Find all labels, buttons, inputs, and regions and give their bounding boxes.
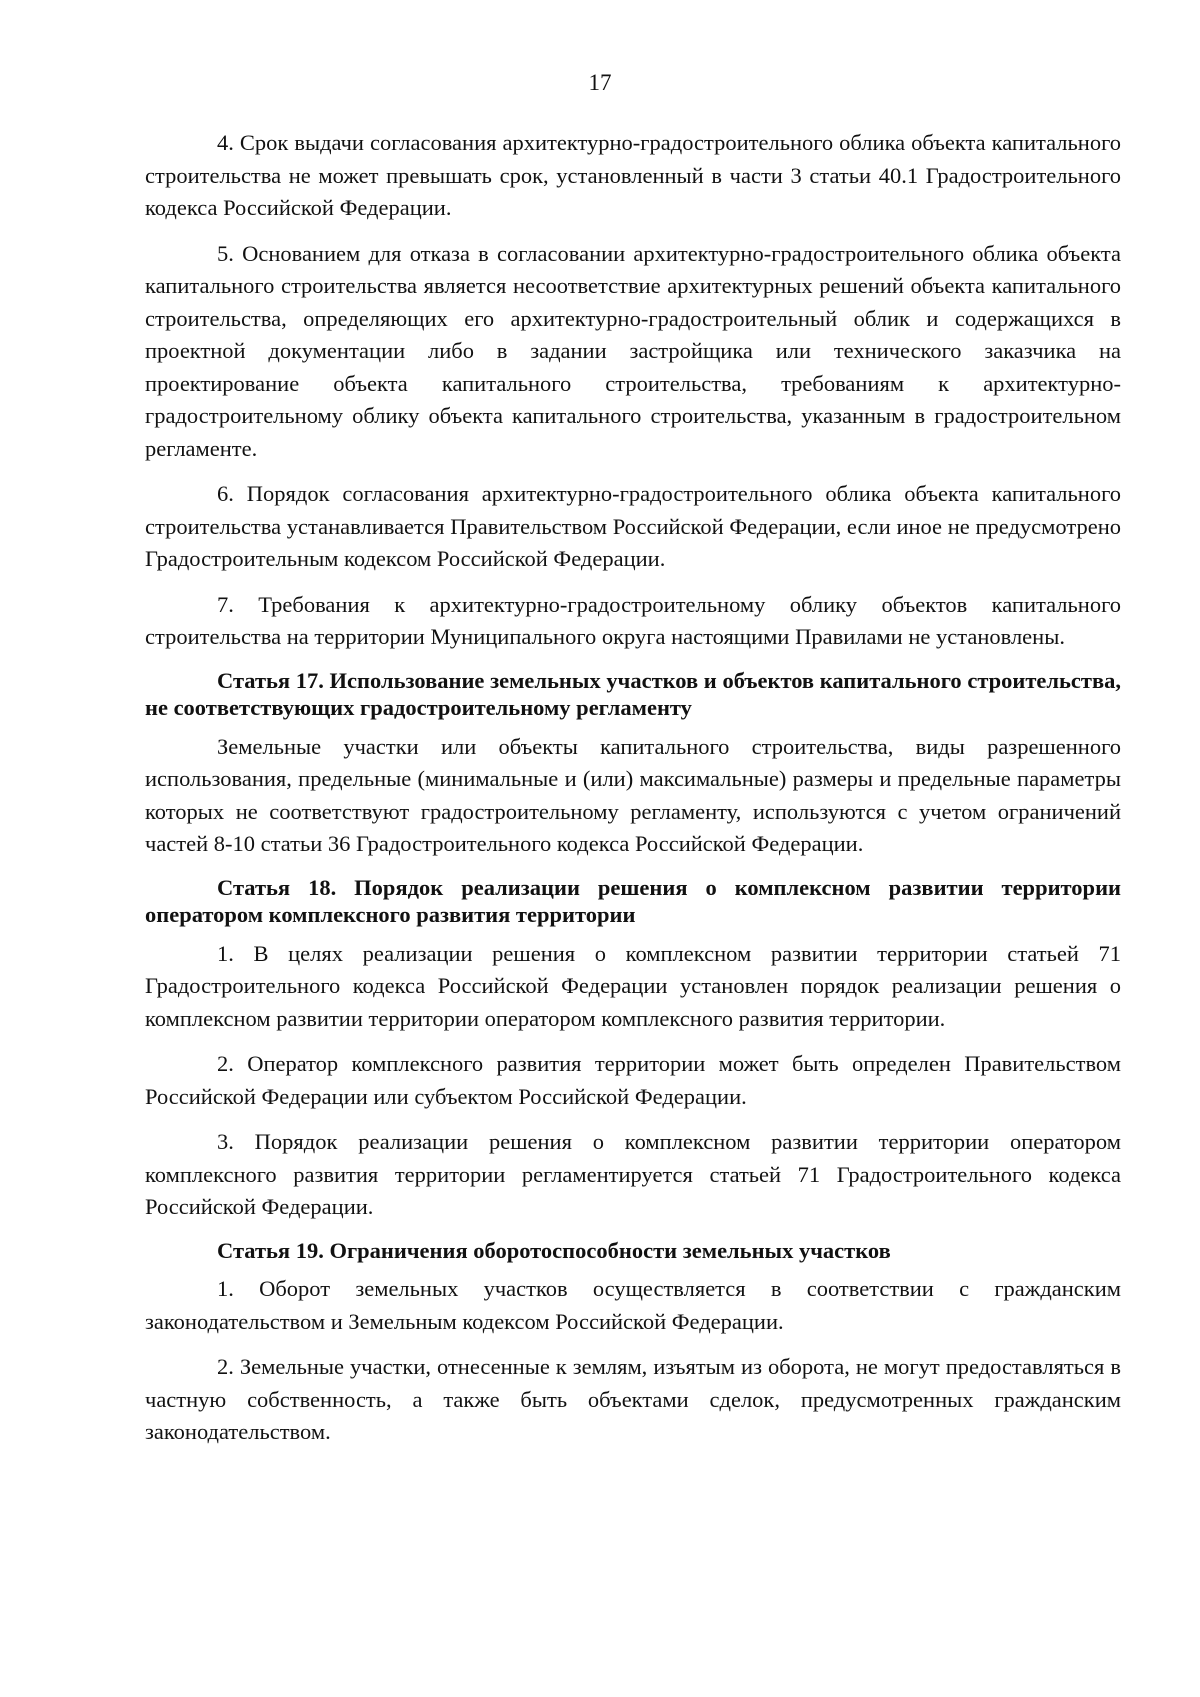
heading-article-19: Статья 19. Ограничения оборотоспособности земельных участков [217, 1237, 891, 1263]
paragraph-article17: Земельные участки или объекты капитального строительства, виды разрешенного использования, предельные (минимальные и (или) максимальные) размеры и предельные параметры которых не соответствуют градостроительному регламенту, используются с учетом ограничений частей 8-10 статьи 36 Градостроительного кодекса Российской Федерации. [145, 733, 1121, 856]
paragraph-article16-item7: 7. Требования к архитектурно-градостроительному облику объектов капитального строительства на территории Муниципального округа настоящими Правилами не установлены. [145, 591, 1121, 649]
heading-article-18: Статья 18. Порядок реализации решения о комплексном развитии территории оператором комплексного развития территории [145, 874, 1121, 927]
document-body [145, 127, 1121, 1449]
heading-article-17: Статья 17. Использование земельных участков и объектов капитального строительства, не соответствующих градостроительному регламенту [145, 667, 1121, 720]
paragraph-article16-item5: 5. Основанием для отказа в согласовании архитектурно-градостроительного облика объекта капитального строительства является несоответствие архитектурных решений объекта капитального строительства, определяющих его архитектурно-градостроительный облик и содержащихся в проектной документации либо в задании застройщика или технического заказчика на проектирование объекта капитального строительства, требованиям к архитектурно-градостроительному облику объекта капитального строительства, указанным в градостроительном регламенте. [145, 240, 1121, 461]
paragraph-article18-item1: 1. В целях реализации решения о комплексном развитии территории статьей 71 Градостроительного кодекса Российской Федерации установлен порядок реализации решения о комплексном развитии территории оператором комплексного развития территории. [145, 940, 1121, 1031]
paragraph-article18-item3: 3. Порядок реализации решения о комплексном развитии территории оператором комплексного развития территории регламентируется статьей 71 Градостроительного кодекса Российской Федерации. [145, 1129, 1121, 1219]
paragraph-article19-item2: 2. Земельные участки, отнесенные к землям, изъятым из оборота, не могут предоставляться в частную собственность, а также быть объектами сделок, предусмотренных гражданским законодательством. [145, 1354, 1121, 1444]
paragraph-article16-item4: 4. Срок выдачи согласования архитектурно-градостроительного облика объекта капитального строительства не может превышать срок, установленный в части 3 статьи 40.1 Градостроительного кодекса Российской Федерации. [145, 130, 1121, 220]
page-number: 17 [588, 70, 612, 95]
paragraph-article19-item1: 1. Оборот земельных участков осуществляется в соответствии с гражданским законодательством и Земельным кодексом Российской Федерации. [145, 1276, 1121, 1334]
paragraph-article16-item6: 6. Порядок согласования архитектурно-градостроительного облика объекта капитального строительства устанавливается Правительством Российской Федерации, если иное не предусмотрено Градостроительным кодексом Российской Федерации. [145, 481, 1121, 571]
paragraph-article18-item2: 2. Оператор комплексного развития территории может быть определен Правительством Российской Федерации или субъектом Российской Федерации. [145, 1051, 1121, 1109]
